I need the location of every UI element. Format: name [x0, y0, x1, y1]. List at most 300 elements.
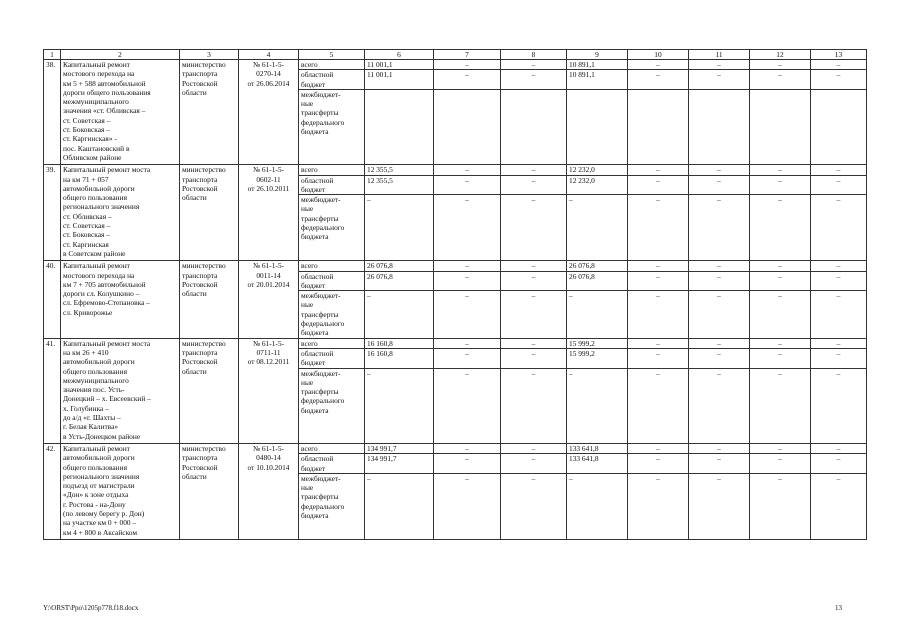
object-name-line: мостового перехода на — [63, 69, 135, 79]
responsible-org-line: области — [182, 366, 207, 376]
permit-document-line: № 61-1-5- — [252, 338, 285, 348]
column-numbers-row — [44, 50, 867, 60]
value-cell-c13: – — [811, 454, 867, 474]
column-number: 7 — [434, 50, 501, 60]
object-name-line: Капитальный ремонт моста — [63, 165, 151, 175]
object-name-line: подъезд от магистрали — [63, 481, 135, 491]
funding-source-line: бюджет — [301, 463, 326, 473]
column-number: 4 — [239, 50, 299, 60]
responsible-org — [180, 338, 239, 443]
funding-source-line: всего — [301, 60, 318, 69]
object-name-line: дороги общего пользования — [63, 87, 151, 97]
column-number: 6 — [365, 50, 434, 60]
column-number: 8 — [501, 50, 567, 60]
object-name — [61, 261, 180, 338]
permit-document-line: № 61-1-5- — [252, 60, 285, 69]
value-cell-c13: – — [811, 70, 867, 90]
column-number: 1 — [44, 50, 61, 60]
object-name-line: Капитальный ремонт — [63, 443, 130, 453]
value-cell-c10: – — [628, 60, 689, 70]
table-row — [44, 443, 867, 453]
responsible-org-line: транспорта — [182, 453, 218, 463]
value-cell-c11: – — [689, 271, 750, 291]
value-cell-c7: – — [434, 271, 501, 291]
value-cell-c10: – — [628, 443, 689, 453]
object-name-line: ст. Каргинская — [63, 239, 109, 249]
value-cell-c8: – — [501, 291, 567, 339]
value-cell-c7: – — [434, 70, 501, 90]
value-cell-c9: 15 999,2 — [567, 338, 628, 348]
value-cell-c8: – — [501, 175, 567, 195]
funding-source-line: трансферты — [301, 492, 339, 502]
value-cell-c11: – — [689, 348, 750, 368]
permit-document-line: от 20.01.2014 — [247, 279, 290, 289]
value-cell-c7: – — [434, 261, 501, 271]
permit-document-line: от 26.06.2014 — [247, 78, 290, 88]
value-cell-c10: – — [628, 175, 689, 195]
value-cell-c10: – — [628, 165, 689, 175]
responsible-org — [180, 165, 239, 261]
budget-table — [43, 49, 867, 540]
value-cell-c6: 134 991,7 — [365, 454, 434, 474]
value-cell-c8 — [501, 89, 567, 164]
permit-document-line: 0011-14 — [256, 270, 281, 280]
object-name-line: «Дон» к зоне отдыха — [63, 490, 129, 500]
row-number: 39. — [44, 165, 61, 261]
funding-source-line: ные — [301, 300, 314, 310]
value-cell-c9: 26 076,8 — [567, 271, 628, 291]
object-name-line: км 4 + 800 в Аксайском — [63, 527, 138, 537]
funding-source-line: межбюджет- — [301, 195, 341, 205]
column-number: 11 — [689, 50, 750, 60]
table-row — [44, 60, 867, 70]
object-name-line: г. Ростова - на-Дону — [63, 499, 126, 509]
value-cell-c13: – — [811, 60, 867, 70]
funding-source-line: бюджет — [301, 79, 326, 89]
value-cell-c6: 11 001,1 — [365, 70, 434, 90]
value-cell-c10: – — [628, 368, 689, 443]
object-name — [61, 165, 180, 261]
value-cell-c6: – — [365, 473, 434, 539]
responsible-org-line: министерство — [182, 443, 226, 453]
funding-source-line: трансферты — [301, 108, 339, 118]
value-cell-c10 — [628, 89, 689, 164]
funding-source-line: бюджет — [301, 280, 326, 290]
value-cell-c13: – — [811, 338, 867, 348]
object-name-line: в Советском районе — [63, 248, 126, 258]
value-cell-c7: – — [434, 175, 501, 195]
funding-source-line: межбюджет- — [301, 291, 341, 301]
value-cell-c6: 12 355,5 — [365, 165, 434, 175]
value-cell-c7: – — [434, 195, 501, 261]
object-name-line: Донецкий – х. Евсеевский – — [63, 394, 151, 404]
object-name-line: (по левому берегу р. Дон) — [63, 509, 145, 519]
value-cell-c10: – — [628, 195, 689, 261]
permit-document-line: № 61-1-5- — [252, 261, 285, 271]
value-cell-c6: 16 160,8 — [365, 348, 434, 368]
object-name-line: в Усть-Донецком районе — [63, 431, 141, 441]
object-name-line: до а/д «г. Шахты – — [63, 413, 121, 423]
value-cell-c6: – — [365, 195, 434, 261]
funding-source — [299, 261, 365, 271]
value-cell-c13: – — [811, 165, 867, 175]
responsible-org-line: транспорта — [182, 174, 218, 184]
row-number: 38. — [44, 60, 61, 165]
value-cell-c12: – — [750, 291, 811, 339]
value-cell-c10: – — [628, 291, 689, 339]
row-number: 41. — [44, 338, 61, 443]
value-cell-c9: 133 641,8 — [567, 454, 628, 474]
object-name-line: пос. Каштановский в — [63, 143, 130, 153]
object-name-line: межмуниципального — [63, 375, 129, 385]
value-cell-c8: – — [501, 60, 567, 70]
value-cell-c9: – — [567, 195, 628, 261]
value-cell-c12: – — [750, 165, 811, 175]
funding-source-line: всего — [301, 443, 318, 453]
object-name-line: общего пользования — [63, 193, 127, 203]
funding-source-line: бюджета — [301, 511, 329, 521]
value-cell-c7 — [434, 89, 501, 164]
responsible-org-line: транспорта — [182, 270, 218, 280]
value-cell-c13: – — [811, 195, 867, 261]
value-cell-c8: – — [501, 368, 567, 443]
object-name — [61, 338, 180, 443]
value-cell-c8: – — [501, 443, 567, 453]
funding-source-line: ные — [301, 377, 314, 387]
funding-source — [299, 195, 365, 261]
permit-document-line: от 26.10.2011 — [247, 183, 290, 193]
funding-source-line: межбюджет- — [301, 89, 341, 99]
value-cell-c7: – — [434, 443, 501, 453]
value-cell-c9: – — [567, 368, 628, 443]
value-cell-c12: – — [750, 454, 811, 474]
responsible-org — [180, 60, 239, 165]
value-cell-c11: – — [689, 443, 750, 453]
value-cell-c9: 26 076,8 — [567, 261, 628, 271]
value-cell-c11 — [689, 89, 750, 164]
column-number: 12 — [750, 50, 811, 60]
permit-document-line: 0480-14 — [256, 453, 281, 463]
funding-source-line: федерального — [301, 501, 345, 511]
row-number: 40. — [44, 261, 61, 338]
value-cell-c10: – — [628, 338, 689, 348]
value-cell-c9: 12 232,0 — [567, 165, 628, 175]
funding-source — [299, 368, 365, 443]
value-cell-c12: – — [750, 261, 811, 271]
value-cell-c10: – — [628, 454, 689, 474]
value-cell-c9 — [567, 89, 628, 164]
value-cell-c13: – — [811, 473, 867, 539]
value-cell-c8: – — [501, 70, 567, 90]
column-number: 3 — [180, 50, 239, 60]
funding-source-line: федерального — [301, 319, 345, 329]
value-cell-c12: – — [750, 368, 811, 443]
funding-source — [299, 165, 365, 175]
object-name-line: автомобильной дороги — [63, 453, 135, 463]
value-cell-c10: – — [628, 473, 689, 539]
funding-source-line: межбюджет- — [301, 368, 341, 378]
value-cell-c10: – — [628, 70, 689, 90]
column-number: 13 — [811, 50, 867, 60]
object-name-line: км 5 + 588 автомобильной — [63, 78, 146, 88]
object-name-line: автомобильной дороги — [63, 183, 135, 193]
value-cell-c7: – — [434, 473, 501, 539]
funding-source-line: всего — [301, 261, 318, 271]
value-cell-c8: – — [501, 195, 567, 261]
value-cell-c12 — [750, 89, 811, 164]
object-name — [61, 443, 180, 539]
value-cell-c11: – — [689, 473, 750, 539]
responsible-org-line: министерство — [182, 261, 226, 271]
value-cell-c13: – — [811, 291, 867, 339]
funding-source — [299, 338, 365, 348]
value-cell-c8: – — [501, 338, 567, 348]
object-name-line: значения пос. Усть- — [63, 385, 125, 395]
responsible-org — [180, 261, 239, 338]
value-cell-c12: – — [750, 348, 811, 368]
permit-document — [239, 60, 299, 165]
funding-source-line: бюджет — [301, 358, 326, 368]
funding-source-line: бюджета — [301, 328, 329, 338]
value-cell-c9: 12 232,0 — [567, 175, 628, 195]
funding-source — [299, 348, 365, 368]
object-name-line: мостового перехода на — [63, 270, 135, 280]
table-row — [44, 165, 867, 175]
value-cell-c7: – — [434, 338, 501, 348]
value-cell-c12: – — [750, 271, 811, 291]
responsible-org-line: области — [182, 87, 207, 97]
value-cell-c12: – — [750, 338, 811, 348]
value-cell-c13: – — [811, 368, 867, 443]
value-cell-c6: 134 991,7 — [365, 443, 434, 453]
responsible-org-line: транспорта — [182, 347, 218, 357]
value-cell-c13: – — [811, 271, 867, 291]
funding-source-line: областной — [301, 271, 334, 281]
value-cell-c8: – — [501, 473, 567, 539]
value-cell-c8: – — [501, 165, 567, 175]
object-name-line: регионального значения — [63, 202, 140, 212]
value-cell-c13 — [811, 89, 867, 164]
funding-source-line: бюджета — [301, 127, 329, 137]
value-cell-c7: – — [434, 454, 501, 474]
value-cell-c6: 26 076,8 — [365, 261, 434, 271]
value-cell-c6: 12 355,5 — [365, 175, 434, 195]
table-row — [44, 261, 867, 271]
responsible-org-line: министерство — [182, 165, 226, 175]
funding-source-line: ные — [301, 99, 314, 109]
responsible-org — [180, 443, 239, 539]
object-name-line: дороги сл. Колушкино – — [63, 289, 140, 299]
value-cell-c11: – — [689, 291, 750, 339]
row-number: 42. — [44, 443, 61, 539]
funding-source-line: федерального — [301, 396, 345, 406]
value-cell-c12: – — [750, 473, 811, 539]
value-cell-c10: – — [628, 348, 689, 368]
object-name-line: км 7 + 705 автомобильной — [63, 279, 146, 289]
value-cell-c7: – — [434, 165, 501, 175]
value-cell-c10: – — [628, 271, 689, 291]
object-name-line: ст. Советская – — [63, 115, 111, 125]
value-cell-c12: – — [750, 70, 811, 90]
value-cell-c9: 15 999,2 — [567, 348, 628, 368]
permit-document — [239, 443, 299, 539]
funding-source-line: трансферты — [301, 387, 339, 397]
value-cell-c6: 11 001,1 — [365, 60, 434, 70]
value-cell-c8: – — [501, 348, 567, 368]
value-cell-c6 — [365, 89, 434, 164]
object-name-line: ст. Боковская – — [63, 230, 110, 240]
funding-source-line: ные — [301, 204, 314, 214]
page-number: 13 — [835, 604, 842, 612]
funding-source — [299, 70, 365, 90]
value-cell-c8: – — [501, 271, 567, 291]
value-cell-c9: 10 891,1 — [567, 60, 628, 70]
funding-source-line: федерального — [301, 223, 345, 233]
responsible-org-line: Ростовской — [182, 78, 218, 88]
permit-document — [239, 338, 299, 443]
permit-document-line: № 61-1-5- — [252, 443, 285, 453]
value-cell-c12: – — [750, 175, 811, 195]
funding-source-line: областной — [301, 454, 334, 464]
responsible-org-line: области — [182, 193, 207, 203]
object-name-line: на км 26 + 410 — [63, 347, 109, 357]
object-name-line: ст. Каргинская» - — [63, 134, 117, 144]
responsible-org-line: Ростовской — [182, 357, 218, 367]
value-cell-c11: – — [689, 338, 750, 348]
value-cell-c6: 26 076,8 — [365, 271, 434, 291]
value-cell-c11: – — [689, 261, 750, 271]
object-name-line: Капитальный ремонт — [63, 60, 130, 69]
responsible-org-line: министерство — [182, 60, 226, 69]
funding-source — [299, 443, 365, 453]
value-cell-c9: 10 891,1 — [567, 70, 628, 90]
value-cell-c7: – — [434, 60, 501, 70]
value-cell-c11: – — [689, 175, 750, 195]
value-cell-c7: – — [434, 291, 501, 339]
value-cell-c12: – — [750, 195, 811, 261]
funding-source-line: бюджета — [301, 232, 329, 242]
value-cell-c9: – — [567, 473, 628, 539]
funding-source-line: межбюджет- — [301, 473, 341, 483]
table-row — [44, 338, 867, 348]
permit-document-line: от 08.12.2011 — [247, 357, 290, 367]
permit-document — [239, 261, 299, 338]
responsible-org-line: области — [182, 289, 207, 299]
object-name-line: сл. Криворожье — [63, 307, 113, 317]
value-cell-c11: – — [689, 60, 750, 70]
object-name-line: сл. Ефремово-Степановка – — [63, 298, 150, 308]
value-cell-c10: – — [628, 261, 689, 271]
responsible-org-line: министерство — [182, 338, 226, 348]
object-name-line: ст. Боковская – — [63, 125, 110, 135]
object-name-line: ст. Обливская – — [63, 211, 112, 221]
responsible-org-line: Ростовской — [182, 462, 218, 472]
object-name-line: х. Голубинка – — [63, 403, 109, 413]
funding-source — [299, 454, 365, 474]
value-cell-c13: – — [811, 175, 867, 195]
funding-source-line: всего — [301, 338, 318, 348]
object-name-line: общего пользования — [63, 366, 127, 376]
permit-document-line: 0711-11 — [256, 347, 281, 357]
funding-source — [299, 291, 365, 339]
permit-document — [239, 165, 299, 261]
funding-source-line: трансферты — [301, 213, 339, 223]
object-name-line: регионального значения — [63, 471, 140, 481]
object-name — [61, 60, 180, 165]
value-cell-c12: – — [750, 60, 811, 70]
funding-source — [299, 89, 365, 164]
funding-source-line: трансферты — [301, 309, 339, 319]
object-name-line: на км 71 + 057 — [63, 174, 109, 184]
value-cell-c7: – — [434, 368, 501, 443]
value-cell-c13: – — [811, 261, 867, 271]
value-cell-c13: – — [811, 348, 867, 368]
funding-source-line: областной — [301, 348, 334, 358]
funding-source-line: бюджет — [301, 184, 326, 194]
responsible-org-line: области — [182, 471, 207, 481]
object-name-line: Капитальный ремонт — [63, 261, 130, 271]
object-name-line: значения «ст. Обливская – — [63, 106, 146, 116]
responsible-org-line: Ростовской — [182, 183, 218, 193]
value-cell-c8: – — [501, 261, 567, 271]
value-cell-c6: 16 160,8 — [365, 338, 434, 348]
funding-source-line: всего — [301, 165, 318, 175]
column-number: 5 — [299, 50, 365, 60]
funding-source — [299, 271, 365, 291]
object-name-line: межмуниципального — [63, 97, 129, 107]
value-cell-c11: – — [689, 195, 750, 261]
permit-document-line: от 10.10.2014 — [247, 462, 290, 472]
funding-source-line: ные — [301, 483, 314, 493]
value-cell-c12: – — [750, 443, 811, 453]
value-cell-c11: – — [689, 165, 750, 175]
object-name-line: общего пользования — [63, 462, 127, 472]
value-cell-c11: – — [689, 368, 750, 443]
object-name-line: на участке км 0 + 000 – — [63, 518, 137, 528]
value-cell-c9: – — [567, 291, 628, 339]
file-path: Y:\ORST\Ppo\1205p778.f18.docx — [43, 604, 139, 612]
column-number: 2 — [61, 50, 180, 60]
funding-source-line: федерального — [301, 117, 345, 127]
object-name-line: автомобильной дороги — [63, 357, 135, 367]
funding-source-line: бюджета — [301, 405, 329, 415]
object-name-line: Обливском районе — [63, 152, 122, 162]
value-cell-c11: – — [689, 454, 750, 474]
responsible-org-line: транспорта — [182, 69, 218, 79]
value-cell-c11: – — [689, 70, 750, 90]
funding-source — [299, 473, 365, 539]
value-cell-c8: – — [501, 454, 567, 474]
funding-source — [299, 60, 365, 70]
object-name-line: Капитальный ремонт моста — [63, 338, 151, 348]
value-cell-c13: – — [811, 443, 867, 453]
permit-document-line: 0270-14 — [256, 69, 281, 79]
funding-source-line: областной — [301, 175, 334, 185]
funding-source — [299, 175, 365, 195]
column-number: 9 — [567, 50, 628, 60]
object-name-line: г. Белая Калитва» — [63, 422, 119, 432]
column-number: 10 — [628, 50, 689, 60]
responsible-org-line: Ростовской — [182, 279, 218, 289]
value-cell-c6: – — [365, 368, 434, 443]
value-cell-c7: – — [434, 348, 501, 368]
permit-document-line: 0602-11 — [256, 174, 281, 184]
funding-source-line: областной — [301, 70, 334, 80]
permit-document-line: № 61-1-5- — [252, 165, 285, 175]
value-cell-c9: 133 641,8 — [567, 443, 628, 453]
value-cell-c6: – — [365, 291, 434, 339]
object-name-line: ст. Советская – — [63, 221, 111, 231]
